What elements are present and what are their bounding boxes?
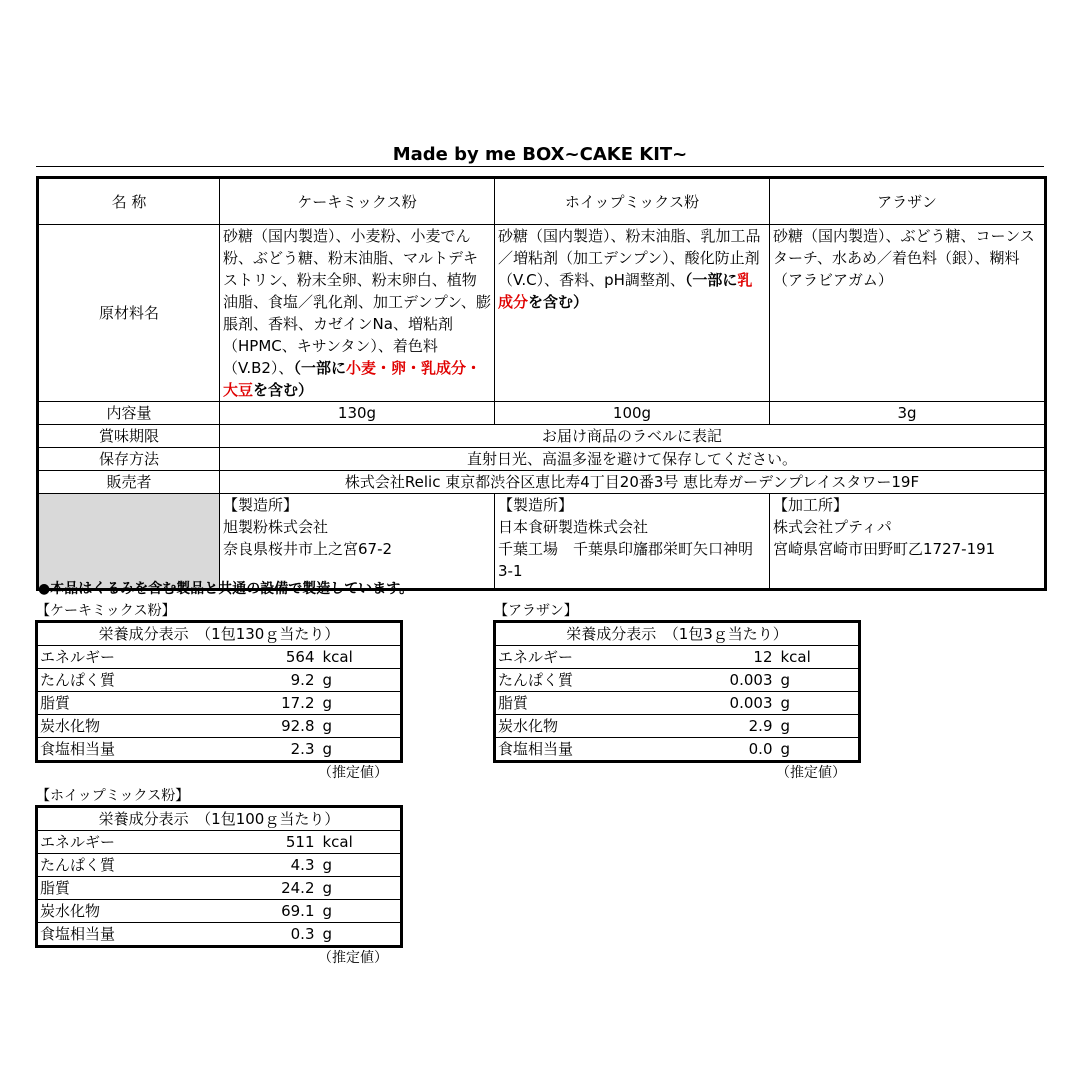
- nutrient-value: 0.3: [290, 924, 315, 943]
- ingredients-whip-mix: [495, 225, 770, 402]
- best-before-value: お届け商品のラベルに表記: [220, 425, 1046, 448]
- ingredients-dragee: 砂糖（国内製造）、ぶどう糖、コーンスターチ、水あめ／着色料（銀）、糊料（アラビアガム）: [770, 225, 1046, 402]
- nutrient-name: 炭水化物: [37, 715, 197, 738]
- product-name-cake-mix: ケーキミックス粉: [220, 178, 495, 225]
- product-info-table: [36, 176, 1047, 591]
- nutrient-value: 92.8: [197, 715, 321, 738]
- storage-row: [38, 448, 1046, 471]
- nutrient-unit: kcal: [321, 646, 402, 669]
- document-title: Made by me BOX~CAKE KIT~: [392, 144, 688, 165]
- nutrient-unit: g: [321, 692, 402, 715]
- maker-company: 株式会社プティパ: [773, 518, 892, 536]
- table-row: [37, 923, 402, 947]
- nutrient-unit: g: [779, 669, 860, 692]
- nutrient-name: 炭水化物: [37, 900, 197, 923]
- nutrient-name: 食塩相当量: [498, 739, 574, 758]
- content-whip-mix: 100g: [495, 402, 770, 425]
- allergen-list: 小麦・卵・乳成分・大豆: [223, 359, 481, 399]
- nutrient-unit: g: [322, 924, 333, 943]
- ingredients-row: [38, 225, 1046, 402]
- nutrient-name: 食塩相当量: [40, 924, 116, 943]
- nutrient-value: 0.003: [655, 692, 779, 715]
- seller-row: [38, 471, 1046, 494]
- table-row: [37, 738, 402, 762]
- table-row: [37, 831, 402, 854]
- nutrient-name: たんぱく質: [37, 854, 197, 877]
- storage-value: 直射日光、高温多湿を避けて保存してください。: [220, 448, 1046, 471]
- nutrition-table-cake-mix: [35, 620, 403, 763]
- table-row: [495, 738, 860, 762]
- nutrient-value: 24.2: [197, 877, 321, 900]
- maker-label-blank: [38, 494, 220, 590]
- nutrient-name: 食塩相当量: [40, 739, 116, 758]
- nutrient-unit: g: [780, 739, 791, 758]
- maker-address: 奈良県桜井市上之宮67-2: [223, 540, 393, 558]
- nutrient-name: エネルギー: [37, 831, 197, 854]
- nutrient-unit: g: [321, 669, 402, 692]
- nutrient-name: 脂質: [37, 877, 197, 900]
- nutrient-name: 脂質: [37, 692, 197, 715]
- maker-heading: 【製造所】: [498, 496, 574, 514]
- table-row: [37, 692, 402, 715]
- maker-heading: 【製造所】: [223, 496, 299, 514]
- maker-company: 旭製粉株式会社: [223, 518, 329, 536]
- estimate-note: （推定値）: [318, 950, 388, 966]
- nutrient-value: 17.2: [197, 692, 321, 715]
- nutrient-value: 511: [197, 831, 321, 854]
- allergen-list: 乳成分: [498, 271, 753, 311]
- nutrient-value: 9.2: [197, 669, 321, 692]
- storage-label: 保存方法: [38, 448, 220, 471]
- table-row: [37, 900, 402, 923]
- nutrient-name: 脂質: [495, 692, 655, 715]
- allergen-prefix: （一部に: [684, 271, 738, 289]
- maker-whip-mix: [495, 494, 770, 590]
- content-label: 内容量: [38, 402, 220, 425]
- seller-label: 販売者: [38, 471, 220, 494]
- maker-dragee: [770, 494, 1046, 590]
- maker-cake-mix: [220, 494, 495, 590]
- maker-row: [38, 494, 1046, 590]
- ingredients-cake-mix: [220, 225, 495, 402]
- nutrient-name: エネルギー: [37, 646, 197, 669]
- allergen-suffix: を含む）: [253, 381, 314, 399]
- maker-heading: 【加工所】: [773, 496, 849, 514]
- nutrient-name: たんぱく質: [37, 669, 197, 692]
- estimate-note: （推定値）: [776, 765, 846, 781]
- nutrition-table-whip-mix: [35, 805, 403, 948]
- nutrient-unit: kcal: [321, 831, 402, 854]
- table-row: [495, 669, 860, 692]
- nutrient-name: たんぱく質: [495, 669, 655, 692]
- nutrient-unit: kcal: [779, 646, 860, 669]
- table-row: [37, 877, 402, 900]
- nutrient-value: 12: [655, 646, 779, 669]
- nutrient-value: 564: [197, 646, 321, 669]
- best-before-label: 賞味期限: [38, 425, 220, 448]
- table-row: [37, 854, 402, 877]
- nutrient-value: 4.3: [197, 854, 321, 877]
- nutrient-unit: g: [321, 900, 402, 923]
- name-label: 名 称: [38, 178, 220, 225]
- nutrient-value: 0.003: [655, 669, 779, 692]
- nutrient-value: 69.1: [197, 900, 321, 923]
- nutrition-caption: 栄養成分表示 （1包3ｇ当たり）: [495, 622, 860, 646]
- section-label-whip-mix: 【ホイップミックス粉】: [36, 788, 190, 804]
- ingredients-text: 砂糖（国内製造）、粉末油脂、乳加工品／増粘剤（加工デンプン）、酸化防止剤（V.C）、香料、pH調整剤、: [498, 227, 761, 289]
- maker-address: 宮崎県宮崎市田野町乙1727-191: [773, 540, 996, 558]
- nutrition-caption: 栄養成分表示 （1包130ｇ当たり）: [37, 622, 402, 646]
- walnut-note: ●本品はくるみを含む製品と共通の設備で製造しています。: [38, 581, 414, 597]
- content-row: [38, 402, 1046, 425]
- maker-address: 千葉工場 千葉県印旛郡栄町矢口神明3-1: [498, 540, 754, 580]
- table-row: [495, 646, 860, 669]
- section-label-dragee: 【アラザン】: [494, 603, 578, 619]
- table-row: [37, 646, 402, 669]
- table-row: [495, 692, 860, 715]
- ingredients-text: 砂糖（国内製造）、小麦粉、小麦でん粉、ぶどう糖、粉末油脂、マルトデキストリン、粉末全卵、粉末卵白、植物油脂、食塩／乳化剤、加工デンプン、膨脹剤、香料、カゼインNa、増粘剤（HPMC、キサンタン）、着色料（V.B2）、: [223, 227, 491, 377]
- nutrient-value: 2.9: [655, 715, 779, 738]
- maker-company: 日本食研製造株式会社: [498, 518, 649, 536]
- nutrient-unit: g: [779, 692, 860, 715]
- table-row: [37, 715, 402, 738]
- allergen-prefix: （一部に: [293, 359, 346, 377]
- nutrient-name: 炭水化物: [495, 715, 655, 738]
- seller-value: 株式会社Relic 東京都渋谷区恵比寿4丁目20番3号 恵比寿ガーデンプレイスタワー19F: [220, 471, 1046, 494]
- content-cake-mix: 130g: [220, 402, 495, 425]
- nutrient-name: エネルギー: [495, 646, 655, 669]
- table-row: [495, 715, 860, 738]
- header-row: [38, 178, 1046, 225]
- content-dragee: 3g: [770, 402, 1046, 425]
- nutrition-table-dragee: [493, 620, 861, 763]
- title-rule: [36, 166, 1044, 167]
- nutrient-unit: g: [779, 715, 860, 738]
- ingredients-label: 原材料名: [38, 225, 220, 402]
- best-before-row: [38, 425, 1046, 448]
- nutrient-value: 0.0: [748, 739, 773, 758]
- allergen-suffix: を含む）: [528, 293, 589, 311]
- product-name-dragee: アラザン: [770, 178, 1046, 225]
- section-label-cake-mix: 【ケーキミックス粉】: [36, 603, 176, 619]
- nutrient-value: 2.3: [290, 739, 315, 758]
- estimate-note: （推定値）: [318, 765, 388, 781]
- nutrient-unit: g: [322, 739, 333, 758]
- nutrient-unit: g: [321, 877, 402, 900]
- table-row: [37, 669, 402, 692]
- nutrient-unit: g: [321, 715, 402, 738]
- nutrition-caption: 栄養成分表示 （1包100ｇ当たり）: [37, 807, 402, 831]
- nutrient-unit: g: [321, 854, 402, 877]
- product-name-whip-mix: ホイップミックス粉: [495, 178, 770, 225]
